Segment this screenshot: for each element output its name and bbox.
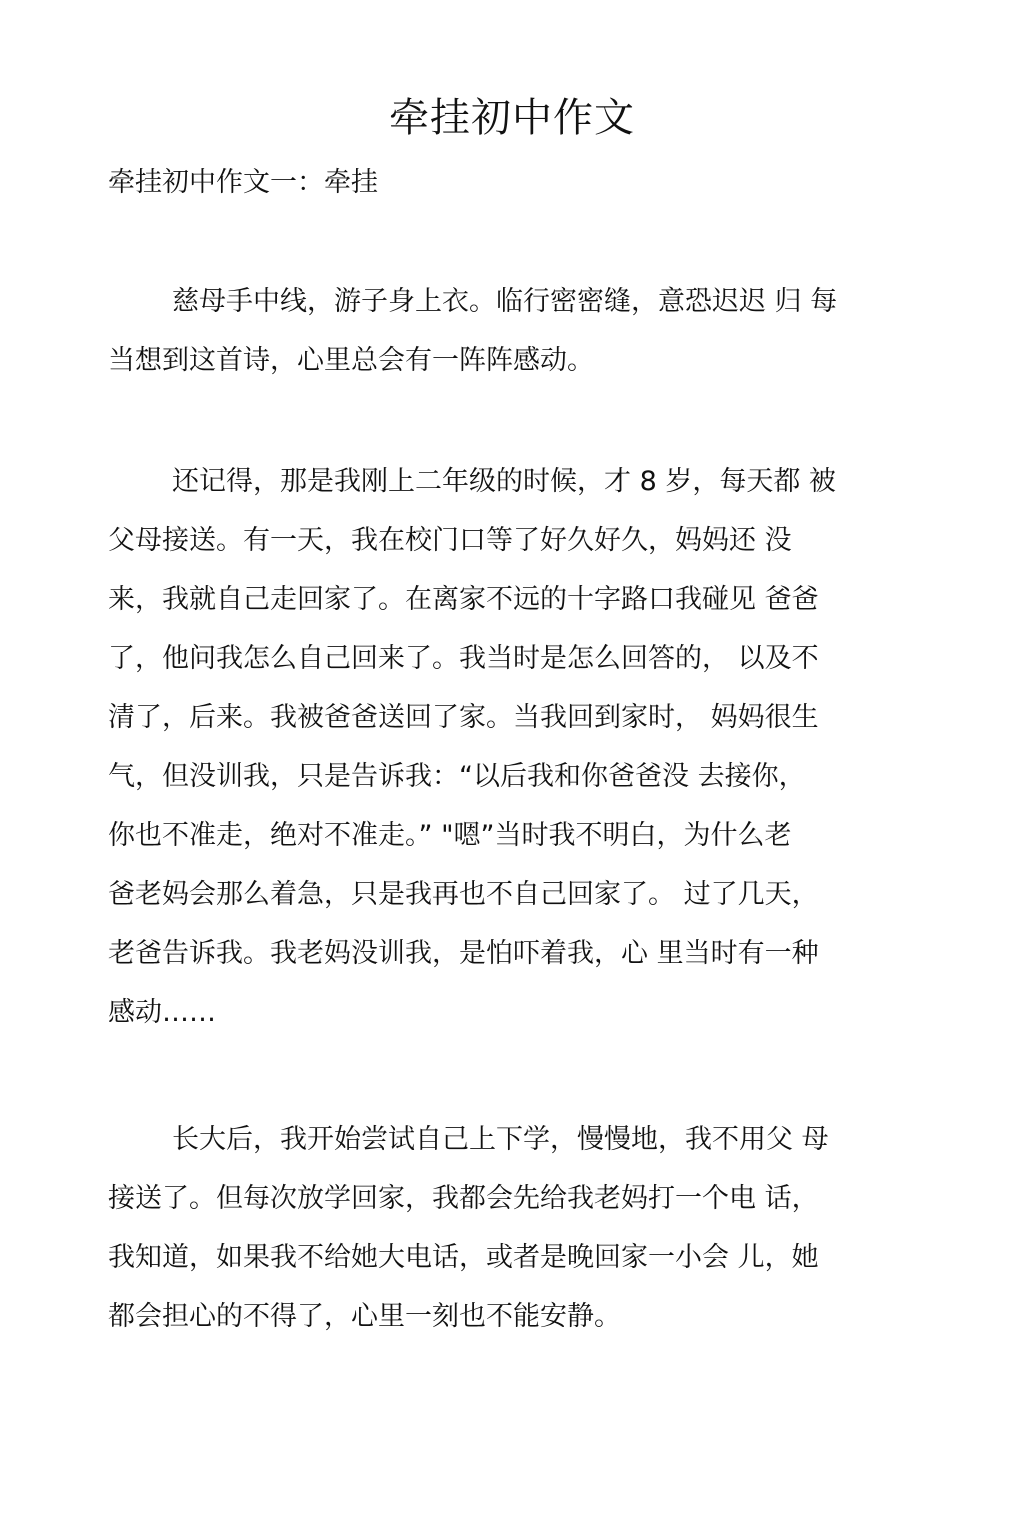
paragraph-line: 我知道，如果我不给她大电话，或者是晚回家一小会 儿，她 bbox=[108, 1242, 819, 1273]
paragraph-line: 清了，后来。我被爸爸送回了家。当我回到家时， 妈妈很生 bbox=[108, 702, 819, 733]
paragraph-line: 慈母手中线，游子身上衣。临行密密缝，意恐迟迟 归 每 bbox=[172, 286, 838, 317]
paragraph-line: 还记得，那是我刚上二年级的时候，才 8 岁，每天都 被 bbox=[172, 466, 836, 497]
paragraph-1 bbox=[108, 272, 918, 390]
paragraph-line: 了，他问我怎么自己回来了。我当时是怎么回答的， 以及不 bbox=[108, 643, 819, 674]
paragraph-line: 来，我就自己走回家了。在离家不远的十字路口我碰见 爸爸 bbox=[108, 584, 819, 615]
paragraph-line: 当想到这首诗，心里总会有一阵阵感动。 bbox=[108, 345, 594, 376]
paragraph-line: 接送了。但每次放学回家，我都会先给我老妈打一个电 话， bbox=[108, 1183, 819, 1214]
paragraph-line: 长大后，我开始尝试自己上下学，慢慢地，我不用父 母 bbox=[172, 1124, 829, 1155]
section-heading: 牵挂初中作文一：牵挂 bbox=[108, 167, 378, 198]
paragraph-line: 老爸告诉我。我老妈没训我，是怕吓着我，心 里当时有一种 bbox=[108, 938, 819, 969]
paragraph-line: 气，但没训我，只是告诉我：“以后我和你爸爸没 去接你， bbox=[108, 761, 806, 792]
paragraph-3 bbox=[108, 1110, 918, 1346]
page-title: 牵挂初中作文 bbox=[389, 95, 635, 141]
paragraph-line: 你也不准走，绝对不准走。” "嗯”当时我不明白，为什么老 bbox=[108, 820, 792, 851]
paragraph-line: 感动…… bbox=[108, 997, 216, 1028]
paragraph-line: 都会担心的不得了，心里一刻也不能安静。 bbox=[108, 1301, 621, 1332]
paragraph-2 bbox=[108, 452, 918, 1042]
paragraph-line: 爸老妈会那么着急，只是我再也不自己回家了。 过了几天， bbox=[108, 879, 819, 910]
paragraph-line: 父母接送。有一天，我在校门口等了好久好久，妈妈还 没 bbox=[108, 525, 792, 556]
